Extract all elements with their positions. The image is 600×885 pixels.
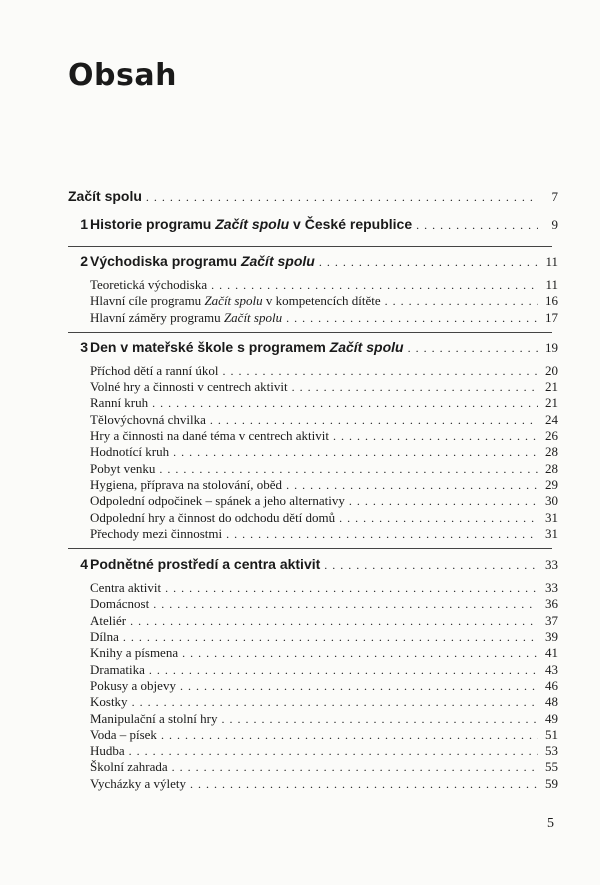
subentry-title: [90, 477, 282, 493]
subentry-title: [90, 645, 178, 661]
subentry-title-text: Teoretická východiska: [90, 277, 208, 292]
subentry-page-number: 21: [545, 395, 558, 411]
page-number: 5: [547, 816, 554, 831]
toc-subentry[interactable]: [68, 580, 558, 596]
dot-leader: [161, 727, 538, 743]
dot-leader: [286, 477, 538, 493]
dot-leader: [180, 678, 538, 694]
subentry-title-text: Ateliér: [90, 612, 127, 628]
subentry-title-text: Přechody mezi činnostmi: [90, 525, 223, 541]
subentry-page-number: 36: [545, 596, 558, 612]
subentry-title: [90, 629, 119, 645]
chapter-title: [68, 253, 315, 269]
toc-subentry[interactable]: [68, 759, 558, 775]
toc-chapter-entry[interactable]: [68, 216, 558, 240]
subentry-title: [90, 743, 125, 759]
subentry-page-number: 55: [545, 759, 558, 775]
subentry-page-number: 11: [545, 277, 558, 292]
dot-leader: [130, 613, 538, 629]
toc-subentry[interactable]: [68, 613, 558, 629]
toc-subentry[interactable]: [68, 293, 558, 309]
dot-leader: [132, 694, 538, 710]
subentry-page-number: 53: [545, 743, 558, 759]
toc-subentry[interactable]: [68, 727, 558, 743]
dot-leader: [339, 510, 538, 526]
subentry-page-number: 26: [545, 428, 558, 444]
dot-leader: [146, 190, 538, 205]
toc-chapter-entry[interactable]: [68, 556, 558, 580]
dot-leader: [123, 629, 538, 645]
subentry-title: [90, 379, 288, 395]
table-of-contents: [68, 188, 558, 792]
chapter-number: 1: [80, 216, 88, 232]
subentry-title-text: Manipulační a stolní hry: [90, 710, 218, 726]
dot-leader: [211, 277, 538, 293]
dot-leader: [333, 428, 538, 444]
chapter-title-text: Podnětné prostředí a centra aktivit: [90, 556, 321, 573]
subentry-page-number: 33: [545, 580, 558, 596]
dot-leader: [173, 444, 538, 460]
subentry-title: [90, 444, 169, 460]
subentry-title: [90, 412, 206, 428]
subentry-title-text: Hudba: [90, 743, 125, 759]
subentry-title-text: Kostky: [90, 694, 128, 710]
subentry-title: [90, 293, 381, 309]
dot-leader: [385, 293, 538, 309]
subentry-page-number: 21: [545, 379, 558, 395]
subentry-title: [90, 727, 157, 743]
subentry-title-italic: Začít spolu: [223, 309, 283, 325]
toc-subentry[interactable]: [68, 645, 558, 661]
subentry-title-text: Pokusy a objevy: [90, 677, 176, 693]
dot-leader: [152, 395, 538, 411]
subentry-title-text: Centra aktivit: [90, 580, 162, 596]
chapter-page-number: 19: [545, 339, 558, 355]
toc-subentry[interactable]: [68, 477, 558, 493]
subentry-page-number: 24: [545, 411, 558, 427]
section-divider: [68, 332, 552, 333]
subentry-title: [90, 461, 155, 477]
subentry-title-text: Voda – písek: [90, 726, 157, 742]
dot-leader: [221, 711, 538, 727]
toc-subentry[interactable]: [68, 428, 558, 444]
dot-leader: [149, 662, 538, 678]
subentry-title: [90, 678, 176, 694]
subentry-title-text: Pobyt venku: [90, 460, 156, 476]
subentry-page-number: 41: [545, 645, 558, 661]
subentry-title: [90, 711, 217, 727]
subentry-page-number: 46: [545, 677, 558, 693]
subentry-page-number: 51: [545, 726, 558, 742]
dot-leader: [349, 493, 538, 509]
subentry-page-number: 16: [545, 293, 558, 309]
chapter-title: [68, 339, 404, 355]
section-divider: [68, 548, 552, 549]
dot-leader: [165, 580, 538, 596]
dot-leader: [223, 363, 538, 379]
chapter-title-text: Východiska programu: [90, 253, 241, 269]
subentry-title: [90, 277, 207, 293]
subentry-page-number: 31: [545, 509, 558, 525]
toc-subentry[interactable]: [68, 629, 558, 645]
dot-leader: [153, 596, 538, 612]
chapter-title: [68, 188, 142, 204]
dot-leader: [292, 379, 538, 395]
subentry-page-number: 17: [545, 309, 558, 325]
toc-subentry[interactable]: [68, 662, 558, 678]
subentry-page-number: 39: [545, 629, 558, 645]
subentry-page-number: 49: [545, 710, 558, 726]
toc-subentry[interactable]: [68, 412, 558, 428]
subentry-title-text: Příchod dětí a ranní úkol: [90, 362, 219, 378]
chapter-page-number: 9: [551, 217, 558, 232]
chapter-title-italic: Začít spolu: [215, 216, 290, 232]
chapter-title-text: Den v mateřské škole s programem: [90, 338, 330, 355]
subentry-title-text: Ranní kruh: [90, 395, 149, 411]
subentry-title-text: Školní zahrada: [90, 759, 168, 775]
chapter-title-italic: Začít spolu: [329, 338, 404, 355]
toc-subentry[interactable]: [68, 444, 558, 460]
subentry-page-number: 59: [545, 775, 558, 791]
dot-leader: [416, 218, 538, 233]
section-divider: [68, 246, 552, 247]
subentry-page-number: 28: [545, 460, 558, 476]
dot-leader: [286, 310, 538, 326]
subentry-title: [90, 310, 282, 326]
subentry-title-text: Hlavní cíle programu: [90, 293, 205, 309]
page-title: Obsah: [68, 58, 177, 93]
subentry-title-text: Odpolední odpočinek – spánek a jeho alternativy: [90, 493, 345, 509]
subentry-title: [90, 363, 219, 379]
subentry-title: [90, 613, 126, 629]
subentry-title: [90, 580, 161, 596]
dot-leader: [182, 645, 538, 661]
subentry-title-text: Hlavní záměry programu: [90, 309, 224, 325]
subentry-title-text: Domácnost: [90, 596, 150, 612]
chapter-title-italic: Začít spolu: [240, 253, 315, 269]
subentry-title-text: Tělovýchovná chvilka: [90, 411, 206, 427]
dot-leader: [319, 255, 538, 270]
toc-chapter-entry[interactable]: [68, 188, 558, 212]
chapter-number: 2: [80, 253, 88, 269]
chapter-number: 4: [80, 556, 88, 573]
subentry-title: [90, 395, 148, 411]
subentry-title: [90, 596, 149, 612]
toc-subentry[interactable]: [68, 277, 558, 293]
subentry-page-number: 37: [545, 612, 558, 628]
subentry-page-number: 30: [545, 493, 558, 509]
toc-chapter-entry[interactable]: [68, 339, 558, 363]
subentry-title: [90, 428, 329, 444]
subentry-title-text: Hodnotící kruh: [90, 444, 170, 460]
subentry-title: [90, 493, 345, 509]
subentry-title-text: Hry a činnosti na dané téma v centrech aktivit: [90, 428, 329, 444]
subentry-page-number: 29: [545, 476, 558, 492]
chapter-title: [68, 216, 412, 232]
subentry-title-text: Volné hry a činnosti v centrech aktivit: [90, 379, 288, 395]
dot-leader: [159, 461, 538, 477]
subentry-page-number: 20: [545, 362, 558, 378]
chapter-title-suffix: v České republice: [289, 216, 413, 232]
subentry-title-text: Dílna: [90, 629, 119, 645]
dot-leader: [324, 558, 538, 573]
subentry-title: [90, 510, 335, 526]
toc-subentry[interactable]: [68, 776, 558, 792]
dot-leader: [172, 759, 538, 775]
dot-leader: [129, 743, 538, 759]
toc-subentry[interactable]: [68, 493, 558, 509]
toc-subentry[interactable]: [68, 526, 558, 542]
chapter-number: 3: [80, 338, 88, 355]
toc-subentry[interactable]: [68, 694, 558, 710]
chapter-page-number: 33: [545, 557, 558, 573]
dot-leader: [210, 412, 538, 428]
subentry-title: [90, 526, 222, 542]
toc-subentry[interactable]: [68, 461, 558, 477]
subentry-page-number: 31: [545, 525, 558, 541]
toc-subentry[interactable]: [68, 395, 558, 411]
dot-leader: [408, 341, 538, 356]
subentry-title-text: Odpolední hry a činnost do odchodu dětí domů: [90, 509, 336, 525]
subentry-title-text: Vycházky a výlety: [90, 775, 187, 791]
chapter-title-text: Historie programu: [90, 216, 216, 232]
subentry-title: [90, 694, 128, 710]
chapter-page-number: 11: [545, 254, 558, 269]
subentry-title-text: Knihy a písmena: [90, 645, 179, 661]
dot-leader: [190, 776, 538, 792]
toc-subentry[interactable]: [68, 743, 558, 759]
subentry-title-italic: Začít spolu: [204, 293, 263, 309]
chapter-page-number: 7: [551, 189, 558, 204]
subentry-title: [90, 776, 186, 792]
toc-chapter-entry[interactable]: [68, 253, 558, 277]
subentry-title-text: Dramatika: [90, 661, 145, 677]
toc-subentry[interactable]: [68, 310, 558, 326]
toc-subentry[interactable]: [68, 379, 558, 395]
subentry-title-text: Hygiena, příprava na stolování, oběd: [90, 476, 283, 492]
subentry-page-number: 48: [545, 694, 558, 710]
toc-subentry[interactable]: [68, 711, 558, 727]
chapter-title-text: Začít spolu: [68, 188, 142, 204]
toc-subentry[interactable]: [68, 363, 558, 379]
subentry-title: [90, 759, 168, 775]
subentry-title-suffix: v kompetencích dítěte: [262, 293, 381, 309]
subentry-page-number: 28: [545, 444, 558, 460]
subentry-page-number: 43: [545, 661, 558, 677]
chapter-title: [68, 556, 320, 572]
toc-subentry[interactable]: [68, 678, 558, 694]
dot-leader: [226, 526, 538, 542]
toc-subentry[interactable]: [68, 510, 558, 526]
toc-subentry[interactable]: [68, 596, 558, 612]
subentry-title: [90, 662, 145, 678]
